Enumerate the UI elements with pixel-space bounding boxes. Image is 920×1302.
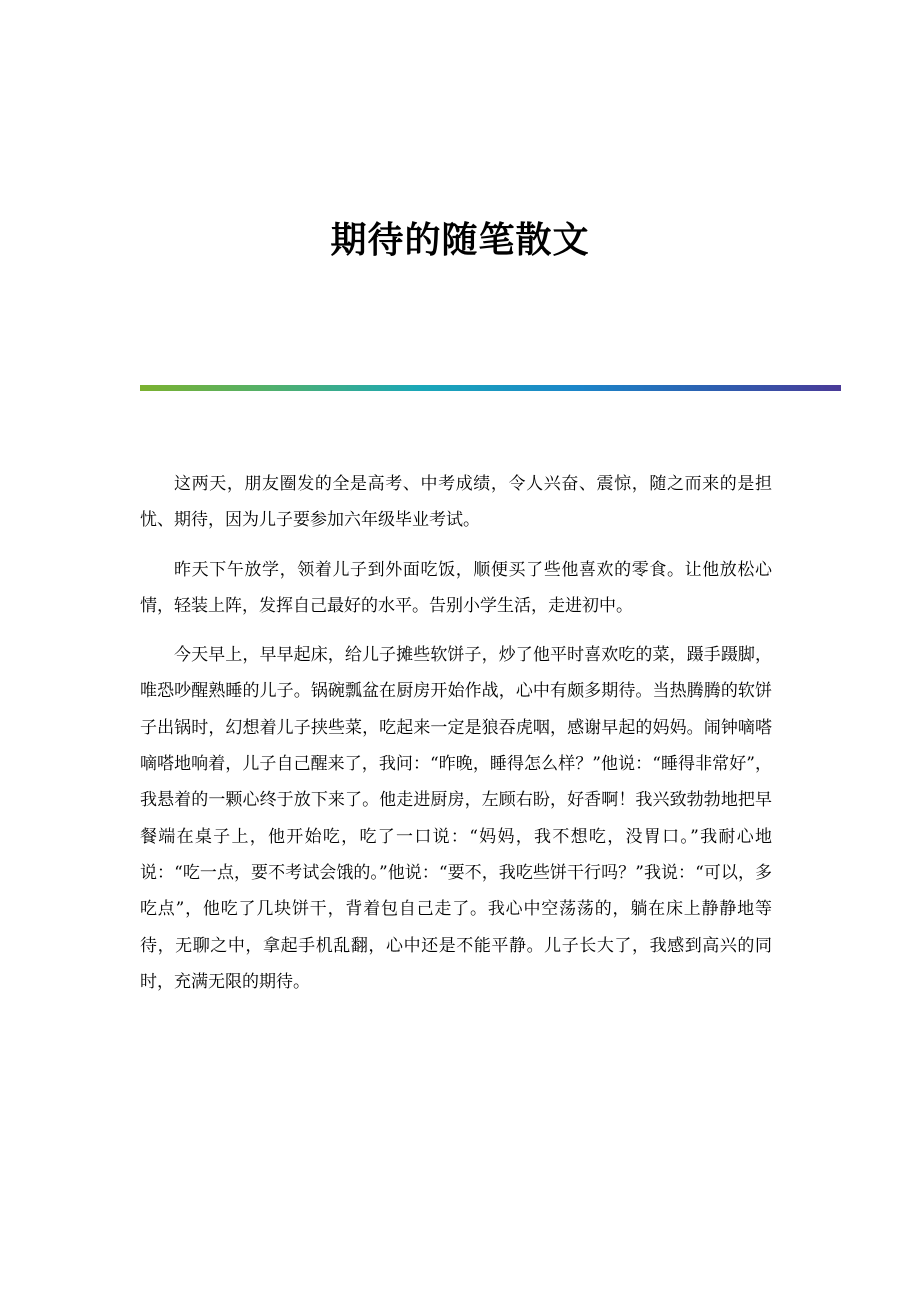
paragraph-2: 昨天下午放学，领着儿子到外面吃饭，顺便买了些他喜欢的零食。让他放松心情，轻装上阵，发挥自己最好的水平。告别小学生活，走进初中。 <box>140 559 772 616</box>
paragraph-3: 今天早上，早早起床，给儿子摊些软饼子，炒了他平时喜欢吃的菜，蹑手蹑脚，唯恐吵醒熟睡的儿子。锅碗瓢盆在厨房开始作战，心中有颇多期待。当热腾腾的软饼子出锅时，幻想着儿子挟些菜，吃起来一定是狼吞虎咽，感谢早起的妈妈。闹钟嘀嗒嘀嗒地响着，儿子自己醒来了，我问：“昨晚，睡得怎么样？”他说：“睡得非常好”，我悬着的一颗心终于放下来了。他走进厨房，左顾右盼，好香啊！我兴致勃勃地把早餐端在桌子上，他开始吃，吃了一口说：“妈妈，我不想吃，没胃口。”我耐心地说：“吃一点，要不考试会饿的。”他说：“要不，我吃些饼干行吗？”我说：“可以，多吃点”，他吃了几块饼干，背着包自己走了。我心中空荡荡的，躺在床上静静地等待，无聊之中，拿起手机乱翻，心中还是不能平静。儿子长大了，我感到高兴的同时，充满无限的期待。 <box>140 645 772 992</box>
title-divider <box>140 385 841 391</box>
paragraph-1: 这两天，朋友圈发的全是高考、中考成绩，令人兴奋、震惊，随之而来的是担忧、期待，因为儿子要参加六年级毕业考试。 <box>140 474 772 531</box>
document-title: 期待的随笔散文 <box>330 219 590 261</box>
document-body <box>140 466 772 1013</box>
